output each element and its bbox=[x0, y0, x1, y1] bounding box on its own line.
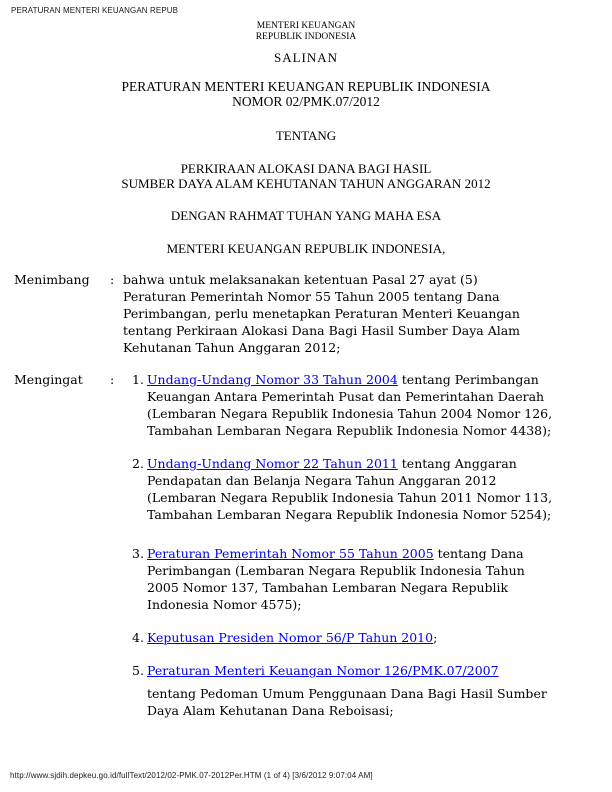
list-item-first-line bbox=[147, 545, 612, 562]
list-item-number: 1. bbox=[132, 372, 144, 387]
menimbang-section bbox=[0, 271, 612, 356]
list-item-body bbox=[147, 371, 612, 439]
menimbang-content bbox=[123, 271, 612, 356]
print-header-title: PERATURAN MENTERI KEUANGAN REPUB bbox=[11, 6, 179, 15]
document-title bbox=[0, 80, 612, 109]
list-item-first-line bbox=[147, 371, 612, 388]
subject-title bbox=[0, 162, 612, 191]
list-item-line: (Lembaran Negara Republik Indonesia Tahun 2004 Nomor 126, bbox=[147, 406, 553, 421]
menimbang-line: Kehutanan Tahun Anggaran 2012; bbox=[123, 340, 341, 355]
after-link-text: ; bbox=[433, 630, 438, 645]
mengingat-item-4 bbox=[132, 629, 612, 646]
mengingat-label: Mengingat bbox=[14, 372, 83, 387]
list-item-line: (Lembaran Negara Republik Indonesia Tahun 2011 Nomor 113, bbox=[147, 490, 553, 505]
mengingat-section bbox=[0, 371, 612, 719]
regulation-link[interactable]: Peraturan Menteri Keuangan Nomor 126/PMK.07/2007 bbox=[147, 663, 499, 678]
list-item-line: Perimbangan (Lembaran Negara Republik Indonesia Tahun bbox=[147, 563, 525, 578]
list-item-body bbox=[147, 455, 612, 523]
mengingat-content bbox=[123, 371, 612, 719]
after-link-text: tentang Anggaran bbox=[397, 456, 517, 471]
subject-line2: SUMBER DAYA ALAM KEHUTANAN TAHUN ANGGARAN 2012 bbox=[121, 175, 491, 191]
list-item-line: tentang Pedoman Umum Penggunaan Dana Bagi Hasil Sumber bbox=[147, 686, 547, 701]
salinan-label: SALINAN bbox=[273, 50, 339, 65]
menimbang-line: Perimbangan, perlu menetapkan Peraturan Menteri Keuangan bbox=[123, 306, 520, 321]
issuer-line: MENTERI KEUANGAN REPUBLIK INDONESIA, bbox=[166, 241, 446, 256]
list-item-number: 5. bbox=[132, 663, 144, 678]
letterhead-ministry: MENTERI KEUANGAN bbox=[256, 21, 356, 31]
list-item-first-line bbox=[147, 455, 612, 472]
list-item-line: Tambahan Lembaran Negara Republik Indonesia Nomor 4438); bbox=[147, 423, 552, 438]
letterhead-republic: REPUBLIK INDONESIA bbox=[255, 32, 357, 42]
document-title-line: PERATURAN MENTERI KEUANGAN REPUBLIK INDONESIA bbox=[121, 79, 491, 94]
subject-line1: PERKIRAAN ALOKASI DANA BAGI HASIL bbox=[180, 161, 432, 176]
mengingat-item-3 bbox=[132, 545, 612, 613]
list-item-first-line bbox=[147, 662, 612, 679]
list-item-line: Keuangan Antara Pemerintah Pusat dan Pemerintahan Daerah bbox=[147, 389, 545, 404]
mengingat-item-1 bbox=[132, 371, 612, 439]
tentang-label: TENTANG bbox=[275, 128, 337, 143]
regulation-link[interactable]: Keputusan Presiden Nomor 56/P Tahun 2010 bbox=[147, 630, 434, 645]
menimbang-line: bahwa untuk melaksanakan ketentuan Pasal 27 ayat (5) bbox=[123, 272, 478, 287]
list-item-line: 2005 Nomor 137, Tambahan Lembaran Negara Republik bbox=[147, 580, 509, 595]
list-item-number: 4. bbox=[132, 630, 144, 645]
print-footer-url: http://www.sjdih.depkeu.go.id/fullText/2012/02-PMK.07-2012Per.HTM (1 of 4) [3/6/2012 9:07:04 AM] bbox=[10, 771, 373, 780]
mengingat-item-5 bbox=[132, 662, 612, 719]
mengingat-item-2 bbox=[132, 455, 612, 523]
regulation-link[interactable]: Undang-Undang Nomor 22 Tahun 2011 bbox=[147, 456, 398, 471]
invocation-line: DENGAN RAHMAT TUHAN YANG MAHA ESA bbox=[170, 208, 442, 223]
list-item-number: 2. bbox=[132, 456, 144, 471]
regulation-link[interactable]: Undang-Undang Nomor 33 Tahun 2004 bbox=[147, 372, 398, 387]
regulation-link[interactable]: Peraturan Pemerintah Nomor 55 Tahun 2005 bbox=[147, 546, 434, 561]
after-link-text: tentang Dana bbox=[433, 546, 524, 561]
list-item-body bbox=[147, 662, 612, 719]
list-item-line: Indonesia Nomor 4575); bbox=[147, 597, 302, 612]
after-link-text: tentang Perimbangan bbox=[397, 372, 539, 387]
list-item-line: Tambahan Lembaran Negara Republik Indonesia Nomor 5254); bbox=[147, 507, 552, 522]
list-item-number: 3. bbox=[132, 546, 144, 561]
list-item-line: Daya Alam Kehutanan Dana Reboisasi; bbox=[147, 703, 394, 718]
list-item-body bbox=[147, 545, 612, 613]
menimbang-label: Menimbang bbox=[14, 272, 90, 287]
list-item-line: Pendapatan dan Belanja Negara Tahun Anggaran 2012 bbox=[147, 473, 497, 488]
menimbang-line: Peraturan Pemerintah Nomor 55 Tahun 2005 tentang Dana bbox=[123, 289, 500, 304]
menimbang-colon: : bbox=[110, 272, 115, 287]
mengingat-colon: : bbox=[110, 372, 115, 387]
menimbang-line: tentang Perkiraan Alokasi Dana Bagi Hasil Sumber Daya Alam bbox=[123, 323, 521, 338]
list-item-body bbox=[147, 629, 612, 646]
list-item-first-line bbox=[147, 629, 612, 646]
document-number: NOMOR 02/PMK.07/2012 bbox=[232, 93, 380, 109]
